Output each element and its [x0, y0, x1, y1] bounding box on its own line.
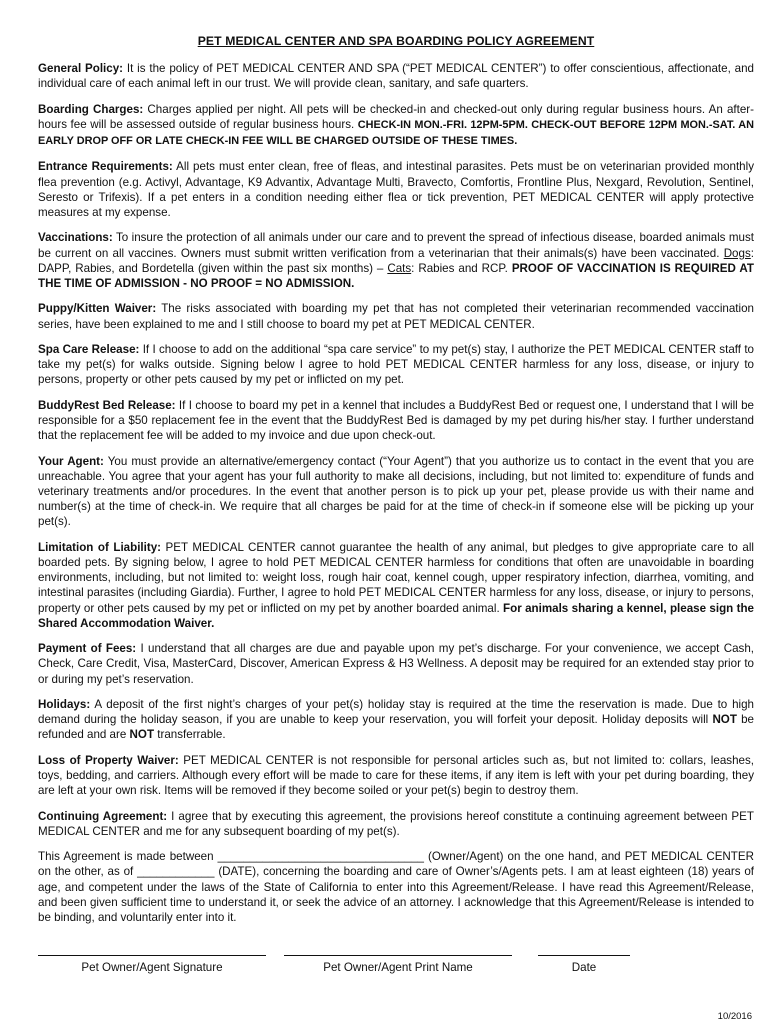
entrance-requirements-section	[38, 159, 754, 220]
holidays-heading: Holidays:	[38, 697, 91, 711]
dogs-label: Dogs	[723, 246, 751, 260]
boarding-charges-section	[38, 102, 754, 150]
cats-label: Cats	[387, 261, 412, 275]
vaccinations-section	[38, 230, 754, 291]
your-agent-section	[38, 454, 754, 530]
document-title: PET MEDICAL CENTER AND SPA BOARDING POLICY AGREEMENT	[197, 34, 595, 48]
loss-of-property-text: PET MEDICAL CENTER is not responsible for personal articles such as, but not limited to: collars, leashes, toys, bedding, and carriers. Although every effort will be made to care for these items, if any item is left with your pet during boarding, they are left at your own risk. Items will be removed if they become soiled or your pet(s) begin to destroy them.	[38, 753, 754, 798]
spa-care-release-text: If I choose to add on the additional “spa care service” to my pet(s) stay, I authorize the PET MEDICAL CENTER staff to take my pet(s) for walks outside. Signing below I agree to hold PET MEDICAL CENTER harmless for any loss, disease, or injury to persons, property or other pets caused by my pet or inflicted on my pet.	[38, 342, 754, 387]
signature-row	[38, 955, 754, 985]
signature-line	[38, 955, 266, 956]
your-agent-text: You must provide an alternative/emergency contact (“Your Agent”) that you authorize us to contact in the event that you are unreachable. You agree that your agent has your full authority to make all decisions, including, but not limited to: expenditure of funds and veterinary treatments and/or procedures. In the event that another person is to pick up your pet, please provide us with their name and number(s) at the time of check-in. We require that all charges be paid for at the time of check-in if someone else will be picking up your pet(s).	[38, 454, 754, 529]
payment-of-fees-heading: Payment of Fees:	[38, 642, 137, 656]
date-field[interactable]	[538, 955, 630, 974]
print-name-label: Pet Owner/Agent Print Name	[323, 961, 473, 974]
vaccinations-heading: Vaccinations:	[38, 231, 113, 245]
spa-care-release-heading: Spa Care Release:	[38, 342, 140, 356]
revision-date: 10/2016	[717, 1011, 752, 1022]
cats-vaccines-text: : Rabies and RCP.	[411, 261, 512, 275]
buddyrest-bed-release-section	[38, 398, 754, 444]
holidays-not-transferrable: NOT	[129, 728, 155, 742]
puppy-kitten-waiver-heading: Puppy/Kitten Waiver:	[38, 302, 157, 316]
holidays-text-3: transferrable.	[154, 728, 226, 742]
payment-of-fees-section	[38, 641, 754, 687]
holidays-text-2: be refunded and are	[38, 713, 755, 742]
continuing-agreement-section	[38, 809, 754, 839]
boarding-charges-heading: Boarding Charges:	[38, 102, 144, 116]
continuing-agreement-heading: Continuing Agreement:	[38, 809, 168, 823]
date-label: Date	[571, 961, 597, 974]
print-name-line	[284, 955, 512, 956]
boarding-hours-notice: CHECK-IN MON.-FRI. 12PM-5PM. CHECK-OUT BEFORE 12PM MON.-SAT. AN EARLY DROP OFF OR LATE CHECK-IN FEE WILL BE CHARGED OUTSIDE OF THESE TIMES.	[38, 118, 754, 147]
general-policy-text: It is the policy of PET MEDICAL CENTER AND SPA (“PET MEDICAL CENTER”) to offer conscientious, affectionate, and individual care of each animal left in our trust. We will provide clean, sanitary, and safe quarters.	[38, 62, 754, 91]
vaccination-proof-notice: PROOF OF VACCINATION IS REQUIRED AT THE TIME OF ADMISSION - NO PROOF = NO ADMISSION.	[38, 261, 754, 290]
dogs-vaccines-text: : DAPP, Rabies, and Bordetella (given within the past six months) –	[38, 246, 754, 275]
limitation-of-liability-section	[38, 540, 754, 631]
puppy-kitten-waiver-section	[38, 301, 754, 331]
buddyrest-bed-release-text: If I choose to board my pet in a kennel that includes a BuddyRest Bed or request one, I understand that I will be responsible for a $50 replacement fee in the event that the BuddyRest Bed is damaged by my pet during his/her stay. I further understand that the replacement fee will be added to my invoice and due upon check-out.	[38, 398, 755, 443]
entrance-requirements-heading: Entrance Requirements:	[38, 160, 173, 174]
loss-of-property-heading: Loss of Property Waiver:	[38, 753, 179, 767]
limitation-of-liability-text: PET MEDICAL CENTER cannot guarantee the health of any animal, but pledges to give appropriate care to all boarded pets. By signing below, I agree to hold PET MEDICAL CENTER harmless for conditions that often are unavoidable in boarding environments, including, but not limited to: weight loss, rough hair coat, kennel cough, upper respiratory infection, diarrhea, vomiting, and intestinal parasites (including Giardia). Further, I agree to hold PET MEDICAL CENTER harmless for any loss, disease, or injury to persons, property or other pets caused by my pet or inflicted on my pet by another boarded animal.	[38, 540, 754, 615]
spa-care-release-section	[38, 342, 754, 388]
boarding-charges-text: Charges applied per night. All pets will be checked-in and checked-out only during regular business hours. An after-hours fee will be assessed outside of regular business hours.	[38, 102, 755, 131]
loss-of-property-section	[38, 753, 754, 799]
shared-accommodation-notice: For animals sharing a kennel, please sign the Shared Accommodation Waiver.	[38, 601, 754, 630]
holidays-section	[38, 697, 754, 743]
print-name-field[interactable]	[284, 955, 512, 974]
general-policy-section	[38, 61, 754, 91]
payment-of-fees-text: I understand that all charges are due and payable upon my pet’s discharge. For your convenience, we accept Cash, Check, Care Credit, Visa, MasterCard, Discover, American Express & H3 Wellness. A deposit may be required for an extended stay prior to or during my pet’s reservation.	[38, 642, 754, 686]
buddyrest-bed-release-heading: BuddyRest Bed Release:	[38, 398, 176, 412]
closing-agreement-text: This Agreement is made between ________________________________ (Owner/Agent) on the one hand, and PET MEDICAL CENTER on the other, as of ____________ (DATE), concerning the boarding and care of Owner’s/Agents pets. I am at least eighteen (18) years of age, and competent under the laws of the State of California to enter into this Agreement/Release. I have read this Agreement/Release, and been given sufficient time to understand it, or seek the advice of an attorney. I acknowledge that this Agreement/Release is intended to be binding, and voluntarily enter into it.	[38, 850, 754, 924]
signature-field[interactable]	[38, 955, 266, 974]
agreement-page	[38, 34, 755, 1022]
signature-label: Pet Owner/Agent Signature	[81, 961, 223, 974]
holidays-not-refunded: NOT	[712, 713, 737, 727]
holidays-text: A deposit of the first night’s charges of your pet(s) holiday stay is required at the time the reservation is made. Due to high demand during the holiday season, if you are unable to keep your reservation, you will forfeit your deposit. Holiday deposits will	[38, 697, 754, 727]
date-line	[538, 955, 630, 956]
entrance-requirements-text: All pets must enter clean, free of fleas, and intestinal parasites. Pets must be on veterinarian provided monthly flea prevention (e.g. Activyl, Advantage, K9 Advantix, Advantage Multi, Bravecto, Comfortis, Frontline Plus, Nexgard, Revolution, Sentinel, Seresto or Trifexis). If a pet enters in a condition needing either flea or tick prevention, PET MEDICAL CENTER will apply protective measures at my expense.	[38, 160, 754, 219]
continuing-agreement-text: I agree that by executing this agreement, the provisions hereof constitute a continuing agreement between PET MEDICAL CENTER and me for any subsequent boarding of my pet(s).	[38, 809, 754, 838]
limitation-of-liability-heading: Limitation of Liability:	[38, 540, 162, 554]
your-agent-heading: Your Agent:	[38, 454, 104, 468]
closing-agreement-section	[38, 849, 754, 925]
puppy-kitten-waiver-text: The risks associated with boarding my pet that has not completed their veterinarian recommended vaccination series, have been explained to me and I still choose to board my pet at PET MEDICAL CENTER.	[38, 302, 754, 331]
general-policy-heading: General Policy:	[38, 62, 124, 75]
vaccinations-text: To insure the protection of all animals under our care and to prevent the spread of infectious disease, boarded animals must be current on all vaccines. Owners must submit written verification from a veterinarian that their animals(s) have been vaccinated.	[38, 231, 754, 260]
